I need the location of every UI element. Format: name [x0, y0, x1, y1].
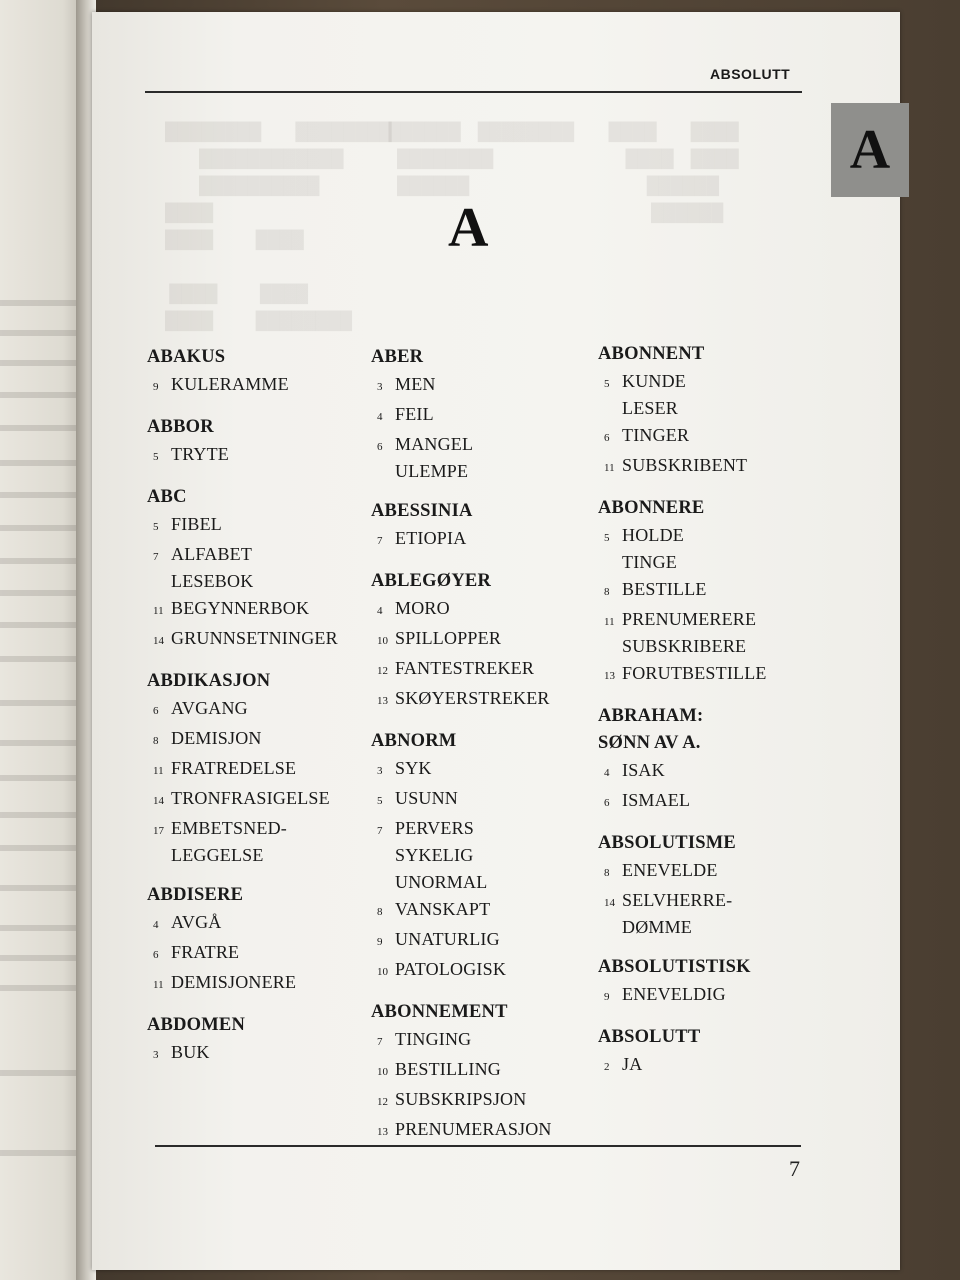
dictionary-entry [598, 341, 808, 482]
letter-count: 5 [153, 451, 159, 463]
synonym-words [171, 1039, 210, 1066]
entry-headword: ABLEGØYER [371, 571, 492, 591]
synonym-word: ENEVELDE [622, 860, 718, 880]
synonym-word: BUK [171, 1042, 210, 1062]
letter-count: 8 [604, 586, 610, 598]
synonym-word: SKØYERSTREKER [395, 688, 550, 708]
synonym-word: FANTESTREKER [395, 658, 535, 678]
dictionary-entry [371, 999, 581, 1146]
synonym-group [147, 511, 357, 541]
synonym-word: SYKELIG [395, 845, 474, 865]
synonym-word: KUNDE [622, 371, 686, 391]
letter-count: 11 [153, 605, 164, 617]
synonym-words [395, 1116, 552, 1143]
synonym-group [147, 755, 357, 785]
header-rule [145, 91, 802, 93]
letter-count: 8 [604, 867, 610, 879]
synonym-words [395, 595, 450, 622]
footer-rule [155, 1145, 801, 1147]
synonym-words [622, 887, 732, 941]
synonym-word: SYK [395, 758, 432, 778]
synonym-word: LESER [622, 398, 679, 418]
synonym-word: LEGGELSE [171, 845, 264, 865]
synonym-words [395, 755, 432, 782]
synonym-words [622, 660, 767, 687]
synonym-word: EMBETSNED- [171, 818, 287, 838]
entry-headword: ABONNENT [598, 344, 705, 364]
synonym-word: FORUTBESTILLE [622, 663, 767, 683]
synonym-words [622, 1051, 642, 1078]
synonym-word: BESTILLE [622, 579, 707, 599]
dictionary-entry [147, 882, 357, 999]
thumb-tab-letter: A [849, 119, 891, 181]
letter-count: 3 [377, 765, 383, 777]
letter-count: 3 [153, 1049, 159, 1061]
synonym-words [171, 625, 338, 652]
entry-headword: ABC [147, 487, 187, 507]
letter-count: 5 [604, 532, 610, 544]
synonym-group [598, 857, 808, 887]
synonym-words [622, 452, 747, 479]
letter-count: 6 [604, 432, 610, 444]
synonym-words [171, 371, 289, 398]
synonym-word: UNATURLIG [395, 929, 500, 949]
entry-headword: ABONNERE [598, 498, 705, 518]
synonym-words [171, 939, 239, 966]
synonym-group [371, 625, 581, 655]
synonym-group [371, 655, 581, 685]
synonym-words [171, 541, 253, 595]
letter-count: 4 [377, 411, 383, 423]
entry-headword: ABONNEMENT [371, 1002, 508, 1022]
synonym-words [171, 725, 262, 752]
letter-count: 4 [604, 767, 610, 779]
synonym-words [171, 969, 296, 996]
letter-count: 6 [153, 705, 159, 717]
synonym-word: LESEBOK [171, 571, 254, 591]
dictionary-entry [147, 344, 357, 401]
letter-count: 5 [153, 521, 159, 533]
dictionary-entry [371, 568, 581, 715]
letter-count: 14 [153, 795, 164, 807]
letter-count: 3 [377, 381, 383, 393]
synonym-words [171, 815, 287, 869]
dictionary-entry [598, 495, 808, 690]
synonym-words [395, 1086, 526, 1113]
synonym-group [598, 422, 808, 452]
letter-count: 9 [604, 991, 610, 1003]
synonym-words [171, 695, 248, 722]
synonym-group [598, 1051, 808, 1081]
synonym-words [171, 755, 296, 782]
letter-count: 9 [153, 381, 159, 393]
synonym-word: DEMISJONERE [171, 972, 297, 992]
synonym-group [598, 787, 808, 817]
synonym-words [171, 595, 309, 622]
synonym-group [371, 896, 581, 926]
synonym-group [147, 371, 357, 401]
letter-count: 11 [604, 462, 615, 474]
synonym-group [371, 431, 581, 485]
synonym-word: TINGER [622, 425, 690, 445]
synonym-word: SUBSKRIBERE [622, 636, 747, 656]
letter-count: 13 [377, 1126, 388, 1138]
letter-count: 8 [153, 735, 159, 747]
letter-count: 7 [377, 1036, 383, 1048]
synonym-word: PRENUMERASJON [395, 1119, 552, 1139]
dictionary-entry [598, 830, 808, 941]
letter-count: 8 [377, 906, 383, 918]
entry-headword: ABDIKASJON [147, 671, 271, 691]
synonym-word: USUNN [395, 788, 459, 808]
synonym-group [147, 695, 357, 725]
entry-headword: SØNN AV A. [598, 733, 701, 753]
letter-count: 6 [153, 949, 159, 961]
dictionary-entry [598, 954, 808, 1011]
synonym-words [395, 655, 534, 682]
synonym-word: FRATREDELSE [171, 758, 297, 778]
synonym-words [171, 785, 330, 812]
synonym-group [147, 969, 357, 999]
synonym-group [371, 401, 581, 431]
letter-count: 4 [153, 919, 159, 931]
entry-headword: ABRAHAM: [598, 706, 704, 726]
dictionary-entry [371, 498, 581, 555]
page-number: 7 [789, 1156, 800, 1181]
synonym-group [371, 1056, 581, 1086]
letter-count: 14 [153, 635, 164, 647]
synonym-words [395, 431, 473, 485]
synonym-words [622, 576, 707, 603]
synonym-word: GRUNNSETNINGER [171, 628, 338, 648]
synonym-words [395, 371, 436, 398]
letter-count: 6 [377, 441, 383, 453]
synonym-group [598, 368, 808, 422]
synonym-word: ALFABET [171, 544, 253, 564]
synonym-group [371, 1086, 581, 1116]
synonym-word: VANSKAPT [395, 899, 491, 919]
dictionary-entry [147, 668, 357, 869]
entry-headword: ABESSINIA [371, 501, 473, 521]
letter-count: 11 [604, 616, 615, 628]
entry-headword: ABDISERE [147, 885, 244, 905]
synonym-word: TINGING [395, 1029, 472, 1049]
synonym-word: FEIL [395, 404, 434, 424]
letter-count: 5 [604, 378, 610, 390]
synonym-words [395, 685, 550, 712]
synonym-word: SUBSKRIPSJON [395, 1089, 527, 1109]
letter-count: 7 [377, 825, 383, 837]
synonym-words [395, 785, 458, 812]
synonym-words [395, 896, 490, 923]
synonym-group [147, 939, 357, 969]
dictionary-entry [598, 703, 808, 817]
letter-count: 12 [377, 1096, 388, 1108]
synonym-group [371, 1116, 581, 1146]
letter-count: 10 [377, 1066, 388, 1078]
synonym-word: BEGYNNERBOK [171, 598, 310, 618]
letter-count: 7 [377, 535, 383, 547]
letter-count: 6 [604, 797, 610, 809]
entry-headword: ABER [371, 347, 424, 367]
synonym-words [622, 757, 665, 784]
entry-headword: ABSOLUTT [598, 1027, 701, 1047]
show-through-left: ████████ ████████ ████████████ ██████████ ████ ████ ████ ████ ████ ████ ████████ [165, 122, 392, 330]
synonym-word: DEMISJON [171, 728, 262, 748]
letter-count: 4 [377, 605, 383, 617]
synonym-group [371, 815, 581, 896]
synonym-word: SUBSKRIBENT [622, 455, 748, 475]
letter-count: 2 [604, 1061, 610, 1073]
entry-headword: ABBOR [147, 417, 214, 437]
synonym-word: SPILLOPPER [395, 628, 502, 648]
dictionary-entry [147, 1012, 357, 1069]
entry-headword: ABNORM [371, 731, 457, 751]
synonym-word: AVGÅ [171, 912, 222, 932]
synonym-word: PRENUMERERE [622, 609, 757, 629]
synonym-group [371, 956, 581, 986]
letter-count: 11 [153, 765, 164, 777]
letter-count: 12 [377, 665, 388, 677]
letter-count: 13 [604, 670, 615, 682]
synonym-word: PATOLOGISK [395, 959, 507, 979]
synonym-word: DØMME [622, 917, 693, 937]
synonym-group [147, 909, 357, 939]
synonym-group [147, 725, 357, 755]
synonym-group [598, 522, 808, 576]
synonym-word: HOLDE [622, 525, 684, 545]
letter-count: 13 [377, 695, 388, 707]
synonym-word: BESTILLING [395, 1059, 501, 1079]
synonym-words [395, 625, 501, 652]
synonym-word: MANGEL [395, 434, 474, 454]
synonym-words [395, 815, 487, 896]
synonym-word: ENEVELDIG [622, 984, 726, 1004]
running-head: ABSOLUTT [710, 66, 791, 82]
synonym-group [598, 576, 808, 606]
synonym-group [147, 785, 357, 815]
synonym-words [622, 981, 726, 1008]
letter-count: 10 [377, 635, 388, 647]
synonym-words [622, 787, 690, 814]
synonym-group [371, 755, 581, 785]
synonym-group [598, 887, 808, 941]
letter-count: 10 [377, 966, 388, 978]
synonym-words [171, 909, 221, 936]
synonym-word: SELVHERRE- [622, 890, 733, 910]
entry-column-1 [147, 344, 357, 1082]
synonym-words [171, 511, 222, 538]
synonym-words [395, 1056, 501, 1083]
dictionary-entry [598, 1024, 808, 1081]
synonym-word: JA [622, 1054, 643, 1074]
synonym-word: ULEMPE [395, 461, 469, 481]
dictionary-entry [147, 484, 357, 655]
synonym-group [147, 625, 357, 655]
synonym-words [395, 926, 500, 953]
letter-count: 7 [153, 551, 159, 563]
entry-column-2 [371, 344, 581, 1159]
letter-count: 5 [377, 795, 383, 807]
synonym-word: PERVERS [395, 818, 474, 838]
synonym-group [598, 452, 808, 482]
synonym-group [598, 660, 808, 690]
synonym-word: AVGANG [171, 698, 248, 718]
synonym-group [147, 441, 357, 471]
letter-count: 17 [153, 825, 164, 837]
synonym-group [371, 371, 581, 401]
synonym-group [371, 926, 581, 956]
synonym-group [147, 815, 357, 869]
synonym-word: ISAK [622, 760, 665, 780]
synonym-words [622, 857, 718, 884]
synonym-group [147, 541, 357, 595]
entry-column-3 [598, 341, 808, 1094]
synonym-group [371, 595, 581, 625]
section-letter: A [448, 197, 489, 259]
synonym-word: ISMAEL [622, 790, 691, 810]
letter-count: 14 [604, 897, 615, 909]
synonym-words [622, 606, 756, 660]
synonym-word: ETIOPIA [395, 528, 467, 548]
synonym-words [395, 1026, 471, 1053]
dictionary-entry [371, 344, 581, 485]
synonym-group [598, 606, 808, 660]
synonym-words [395, 956, 506, 983]
synonym-word: KULERAMME [171, 374, 289, 394]
synonym-word: TRYTE [171, 444, 229, 464]
entry-headword: ABDOMEN [147, 1015, 246, 1035]
synonym-group [371, 525, 581, 555]
synonym-word: MEN [395, 374, 436, 394]
synonym-word: UNORMAL [395, 872, 488, 892]
entry-headword: ABSOLUTISME [598, 833, 736, 853]
synonym-group [371, 1026, 581, 1056]
synonym-words [622, 522, 684, 576]
synonym-words [622, 368, 686, 422]
letter-count: 11 [153, 979, 164, 991]
synonym-word: MORO [395, 598, 450, 618]
synonym-word: FIBEL [171, 514, 223, 534]
synonym-word: FRATRE [171, 942, 240, 962]
synonym-words [395, 525, 466, 552]
synonym-group [147, 1039, 357, 1069]
show-through-middle: ██████ ████████ ████████ ██████ [388, 122, 575, 195]
synonym-group [371, 685, 581, 715]
entry-headword: ABAKUS [147, 347, 226, 367]
synonym-group [371, 785, 581, 815]
synonym-word: TRONFRASIGELSE [171, 788, 330, 808]
synonym-words [395, 401, 434, 428]
dictionary-entry [371, 728, 581, 986]
thumb-index-tab [831, 103, 909, 197]
entry-headword: ABSOLUTISTISK [598, 957, 751, 977]
synonym-group [598, 757, 808, 787]
synonym-words [622, 422, 689, 449]
synonym-group [147, 595, 357, 625]
synonym-group [598, 981, 808, 1011]
dictionary-entry [147, 414, 357, 471]
letter-count: 9 [377, 936, 383, 948]
show-through-right: ████ ████ ████ ████ ██████ ██████ [608, 122, 739, 222]
synonym-word: TINGE [622, 552, 677, 572]
synonym-words [171, 441, 229, 468]
